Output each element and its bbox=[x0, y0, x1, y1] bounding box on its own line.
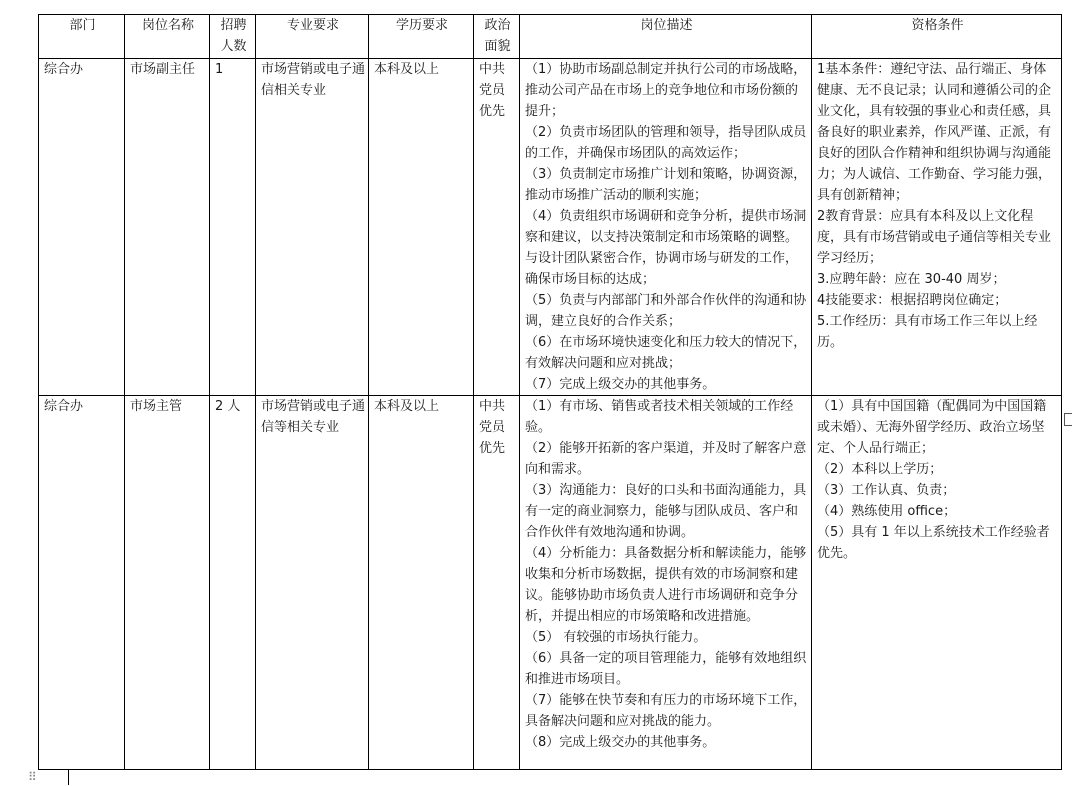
table-row bbox=[39, 59, 1062, 396]
cell-education: 本科及以上 bbox=[369, 396, 474, 770]
header-count: 招聘 人数 bbox=[210, 15, 256, 59]
description-item: （5） 有较强的市场执行能力。 bbox=[525, 630, 707, 645]
text-cursor[interactable] bbox=[68, 770, 69, 785]
qualification-item: 1基本条件：遵纪守法、品行端正、身体健康、无不良记录；认同和遵循公司的企业文化，具有较强的事业心和责任感，具备良好的职业素养，作风严谨、正派，有良好的团队合作精神和组织协调与沟通能力；为人诚信、工作勤奋、学习能力强，具有创新精神； bbox=[817, 62, 1052, 203]
description-item: （8）完成上级交办的其他事务。 bbox=[525, 735, 716, 750]
qualification-item: （3）工作认真、负责； bbox=[817, 483, 956, 498]
cell-description bbox=[520, 396, 812, 770]
table-header-row bbox=[39, 15, 1062, 59]
qualification-item: 3.应聘年龄：应在 30-40 周岁； bbox=[817, 272, 1006, 287]
qualification-item: （4）熟练使用 office； bbox=[817, 504, 957, 519]
cell-political: 中共党员优先 bbox=[474, 396, 520, 770]
header-education: 学历要求 bbox=[369, 15, 474, 59]
cell-position: 市场副主任 bbox=[125, 59, 210, 396]
cell-description bbox=[520, 59, 812, 396]
qualification-item: （5）具有 1 年以上系统技术工作经验者优先。 bbox=[817, 525, 1050, 561]
qualification-item: 4技能要求：根据招聘岗位确定； bbox=[817, 293, 1008, 308]
cell-qualifications bbox=[812, 396, 1062, 770]
cell-major: 市场营销或电子通信等相关专业 bbox=[256, 396, 369, 770]
description-item: （2）负责市场团队的管理和领导，指导团队成员的工作，并确保市场团队的高效运作； bbox=[525, 125, 807, 161]
cell-count: 2 人 bbox=[210, 396, 256, 770]
description-item: （4）负责组织市场调研和竞争分析，提供市场洞察和建议，以支持决策制定和市场策略的调整。与设计团队紧密合作，协调市场与研发的工作，确保市场目标的达成； bbox=[525, 209, 807, 287]
header-position: 岗位名称 bbox=[125, 15, 210, 59]
qualification-item: 2教育背景：应具有本科及以上文化程度，具有市场营销或电子通信等相关专业学习经历； bbox=[817, 209, 1052, 266]
description-item: （1）协助市场副总制定并执行公司的市场战略，推动公司产品在市场上的竞争地位和市场份额的提升； bbox=[525, 62, 807, 119]
description-item: （7）能够在快节奏和有压力的市场环境下工作，具备解决问题和应对挑战的能力。 bbox=[525, 693, 807, 729]
description-item: （4）分析能力：具备数据分析和解读能力，能够收集和分析市场数据，提供有效的市场洞察和建议。能够协助市场负责人进行市场调研和竞争分析，并提出相应的市场策略和改进措施。 bbox=[525, 546, 807, 624]
table-row bbox=[39, 396, 1062, 770]
cell-position: 市场主管 bbox=[125, 396, 210, 770]
description-item: （1）有市场、销售或者技术相关领域的工作经验。 bbox=[525, 399, 794, 435]
row-marker-icon[interactable] bbox=[1064, 413, 1072, 426]
cell-major: 市场营销或电子通信相关专业 bbox=[256, 59, 369, 396]
header-dept: 部门 bbox=[39, 15, 125, 59]
header-qualifications: 资格条件 bbox=[812, 15, 1062, 59]
qualification-item: （2）本科以上学历； bbox=[817, 462, 943, 477]
description-item: （6）在市场环境快速变化和压力较大的情况下，有效解决问题和应对挑战； bbox=[525, 335, 807, 371]
header-description: 岗位描述 bbox=[520, 15, 812, 59]
qualification-item: 5.工作经历：具有市场工作三年以上经历。 bbox=[817, 314, 1038, 350]
cell-qualifications bbox=[812, 59, 1062, 396]
recruitment-table bbox=[38, 14, 1062, 770]
description-item: （3）负责制定市场推广计划和策略，协调资源，推动市场推广活动的顺利实施； bbox=[525, 167, 807, 203]
description-item: （5）负责与内部部门和外部合作伙伴的沟通和协调，建立良好的合作关系； bbox=[525, 293, 807, 329]
description-item: （7）完成上级交办的其他事务。 bbox=[525, 377, 716, 392]
cell-dept: 综合办 bbox=[39, 396, 125, 770]
description-item: （6）具备一定的项目管理能力，能够有效地组织和推进市场项目。 bbox=[525, 651, 807, 687]
header-political: 政治 面貌 bbox=[474, 15, 520, 59]
cell-education: 本科及以上 bbox=[369, 59, 474, 396]
drag-handle-icon[interactable]: ⠿ bbox=[28, 770, 35, 784]
cell-count: 1 bbox=[210, 59, 256, 396]
cell-political: 中共党员优先 bbox=[474, 59, 520, 396]
qualification-item: （1）具有中国国籍（配偶同为中国国籍或未婚）、无海外留学经历、政治立场坚定、个人品行端正； bbox=[817, 399, 1047, 456]
description-item: （2）能够开拓新的客户渠道，并及时了解客户意向和需求。 bbox=[525, 441, 807, 477]
cell-dept: 综合办 bbox=[39, 59, 125, 396]
header-major: 专业要求 bbox=[256, 15, 369, 59]
description-item: （3）沟通能力：良好的口头和书面沟通能力，具有一定的商业洞察力，能够与团队成员、客户和合作伙伴有效地沟通和协调。 bbox=[525, 483, 807, 540]
